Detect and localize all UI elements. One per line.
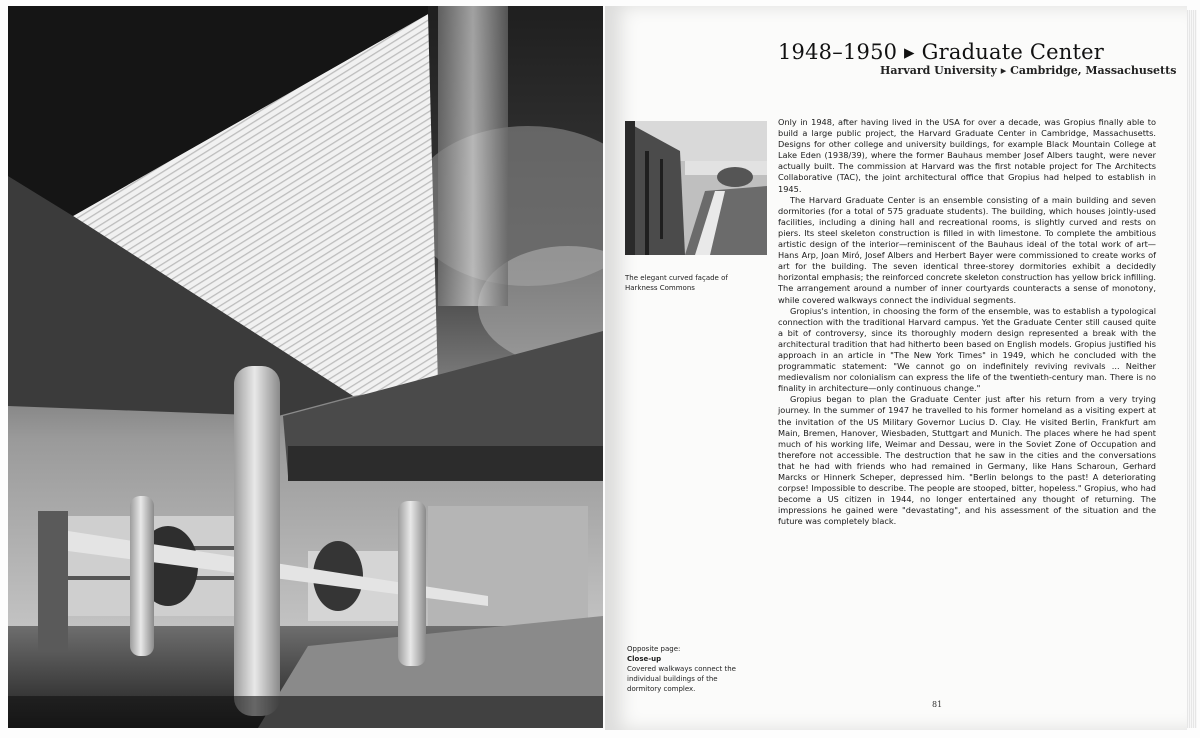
- photo-illustration: [8, 6, 603, 728]
- paragraph: Only in 1948, after having lived in the USA for over a decade, was Gropius finally able to build a large public project, the Harvard Graduate Center in Cambridge, Massachusetts. Designs for other college and university buildings, for example Black Mountain College at Lake Eden (1938/39), where the former Bauhaus member Josef Albers taught, were never actually built. The commission at Harvard was the first notable project for The Architects Collaborative (TAC), the joint architectural office that Gropius had helped to establish in 1945.: [778, 117, 1156, 194]
- harkness-commons-photo: [625, 121, 767, 255]
- opposite-page-caption: [627, 644, 747, 694]
- opposite-caption-label: Opposite page:: [627, 645, 681, 653]
- paragraph: The Harvard Graduate Center is an ensemble consisting of a main building and seven dormitories (for a total of 575 graduate students). The building, which houses jointly-used facilities, including a dining hall and recreational rooms, is slightly curved and rests on piers. Its steel skeleton construction is filled in with limestone. To complete the ambitious artistic design of the interior—reminiscent of the Bauhaus ideal of the total work of art—Hans Arp, Joan Miró, Josef Albers and Herbert Bayer were commissioned to create works of art for the building. The seven identical three-storey dormitories exhibit a decidedly horizontal emphasis; the reinforced concrete skeleton construction has yellow brick infilling. The arrangement around a number of inner courtyards counteracts a sense of monotony, while covered walkways connect the individual segments.: [778, 194, 1156, 305]
- page-subtitle: Harvard University ▸ Cambridge, Massachusetts: [880, 64, 1177, 77]
- page-edges: [1187, 10, 1197, 728]
- paragraph: Gropius's intention, in choosing the form of the ensemble, was to establish a typological connection with the traditional Harvard campus. Yet the Graduate Center still caused quite a bit of controversy, since its thoroughly modern design represented a break with the architectural tradition that had hitherto been based on English models. Gropius justified his approach in an article in "The New York Times" in 1949, which he concluded with the programmatic statement: "We cannot go on indefinitely reviving revivals ... Neither medievalism nor colonialism can express the life of the twentieth-century man. There is no finality in architecture—only continuous change.": [778, 305, 1156, 394]
- thumbnail-illustration: [625, 121, 767, 255]
- article-body: [778, 117, 1156, 527]
- paragraph: Gropius began to plan the Graduate Center just after his return from a very trying journey. In the summer of 1947 he travelled to his former homeland as a visiting expert at the invitation of the US Military Governor Lucius D. Clay. He visited Berlin, Frankfurt am Main, Bremen, Hanover, Wiesbaden, Stuttgart and Munich. The places where he had spent much of his working life, Weimar and Dessau, were in the Soviet Zone of Occupation and therefore not accessible. The destruction that he saw in the cities and the conversations that he had with friends who had remained in Germany, like Hans Scharoun, Gerhard Marcks or Hinnerk Scheper, depressed him. "Berlin belongs to the past! A deteriorating corpse! Impossible to describe. The people are stooped, bitter, hopeless." Gropius, who had become a US citizen in 1944, no longer entertained any thought of returning. The impressions he gained were "devastating", and his assessment of the situation and the future was completely black.: [778, 394, 1156, 527]
- opposite-caption-text: Covered walkways connect the individual buildings of the dormitory complex.: [627, 665, 736, 693]
- opposite-caption-title: Close-up: [627, 655, 662, 663]
- thumbnail-caption: The elegant curved façade of Harkness Commons: [625, 274, 728, 292]
- page-number: 81: [932, 700, 943, 709]
- page-title: 1948–1950 ▸ Graduate Center: [778, 40, 1104, 64]
- architecture-photograph: [8, 6, 603, 728]
